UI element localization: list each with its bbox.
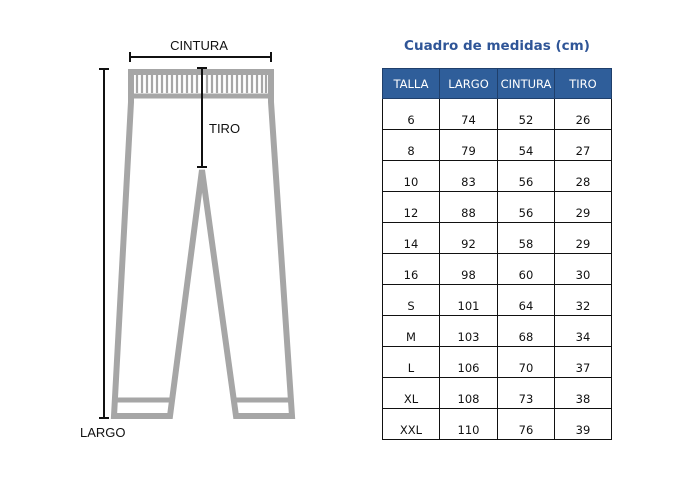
cell-talla: M [383, 316, 440, 347]
cell-largo: 74 [440, 99, 498, 130]
table-row [383, 161, 612, 192]
cell-cintura: 60 [498, 254, 555, 285]
rise-measure-line [197, 68, 207, 167]
size-chart-table [382, 68, 612, 440]
cell-tiro: 28 [555, 161, 612, 192]
cell-largo: 110 [440, 409, 498, 440]
cell-cintura: 56 [498, 192, 555, 223]
table-row [383, 316, 612, 347]
cell-cintura: 52 [498, 99, 555, 130]
cell-cintura: 70 [498, 347, 555, 378]
cell-cintura: 64 [498, 285, 555, 316]
waist-label: CINTURA [170, 38, 228, 53]
table-title: Cuadro de medidas (cm) [404, 38, 590, 54]
header-talla: TALLA [383, 69, 440, 99]
cell-tiro: 29 [555, 223, 612, 254]
rise-label: TIRO [209, 121, 241, 136]
table-row [383, 192, 612, 223]
table-row [383, 223, 612, 254]
cell-tiro: 34 [555, 316, 612, 347]
waist-measure-line [130, 52, 271, 62]
cell-cintura: 73 [498, 378, 555, 409]
cell-largo: 98 [440, 254, 498, 285]
cell-tiro: 37 [555, 347, 612, 378]
cell-talla: 14 [383, 223, 440, 254]
table-header-row [383, 69, 612, 99]
table-row [383, 409, 612, 440]
header-largo: LARGO [440, 69, 498, 99]
cell-talla: 6 [383, 99, 440, 130]
cell-talla: L [383, 347, 440, 378]
cell-cintura: 76 [498, 409, 555, 440]
cell-talla: XL [383, 378, 440, 409]
cell-largo: 101 [440, 285, 498, 316]
cell-cintura: 54 [498, 130, 555, 161]
table-row [383, 99, 612, 130]
cell-largo: 88 [440, 192, 498, 223]
cell-largo: 108 [440, 378, 498, 409]
cell-tiro: 26 [555, 99, 612, 130]
cell-cintura: 56 [498, 161, 555, 192]
cell-largo: 92 [440, 223, 498, 254]
table-row [383, 347, 612, 378]
cell-cintura: 58 [498, 223, 555, 254]
cell-tiro: 38 [555, 378, 612, 409]
header-tiro: TIRO [555, 69, 612, 99]
table-row [383, 285, 612, 316]
cell-tiro: 30 [555, 254, 612, 285]
table-row [383, 130, 612, 161]
cell-talla: 8 [383, 130, 440, 161]
cell-talla: 12 [383, 192, 440, 223]
cell-talla: 16 [383, 254, 440, 285]
cell-cintura: 68 [498, 316, 555, 347]
cell-largo: 106 [440, 347, 498, 378]
cell-largo: 79 [440, 130, 498, 161]
cell-tiro: 39 [555, 409, 612, 440]
cell-tiro: 27 [555, 130, 612, 161]
cell-largo: 103 [440, 316, 498, 347]
cell-talla: 10 [383, 161, 440, 192]
table-row [383, 254, 612, 285]
cell-talla: XXL [383, 409, 440, 440]
cell-talla: S [383, 285, 440, 316]
cell-tiro: 29 [555, 192, 612, 223]
table-row [383, 378, 612, 409]
header-cintura: CINTURA [498, 69, 555, 99]
length-label: LARGO [80, 425, 126, 440]
cell-largo: 83 [440, 161, 498, 192]
cell-tiro: 32 [555, 285, 612, 316]
length-measure-line [99, 69, 109, 418]
